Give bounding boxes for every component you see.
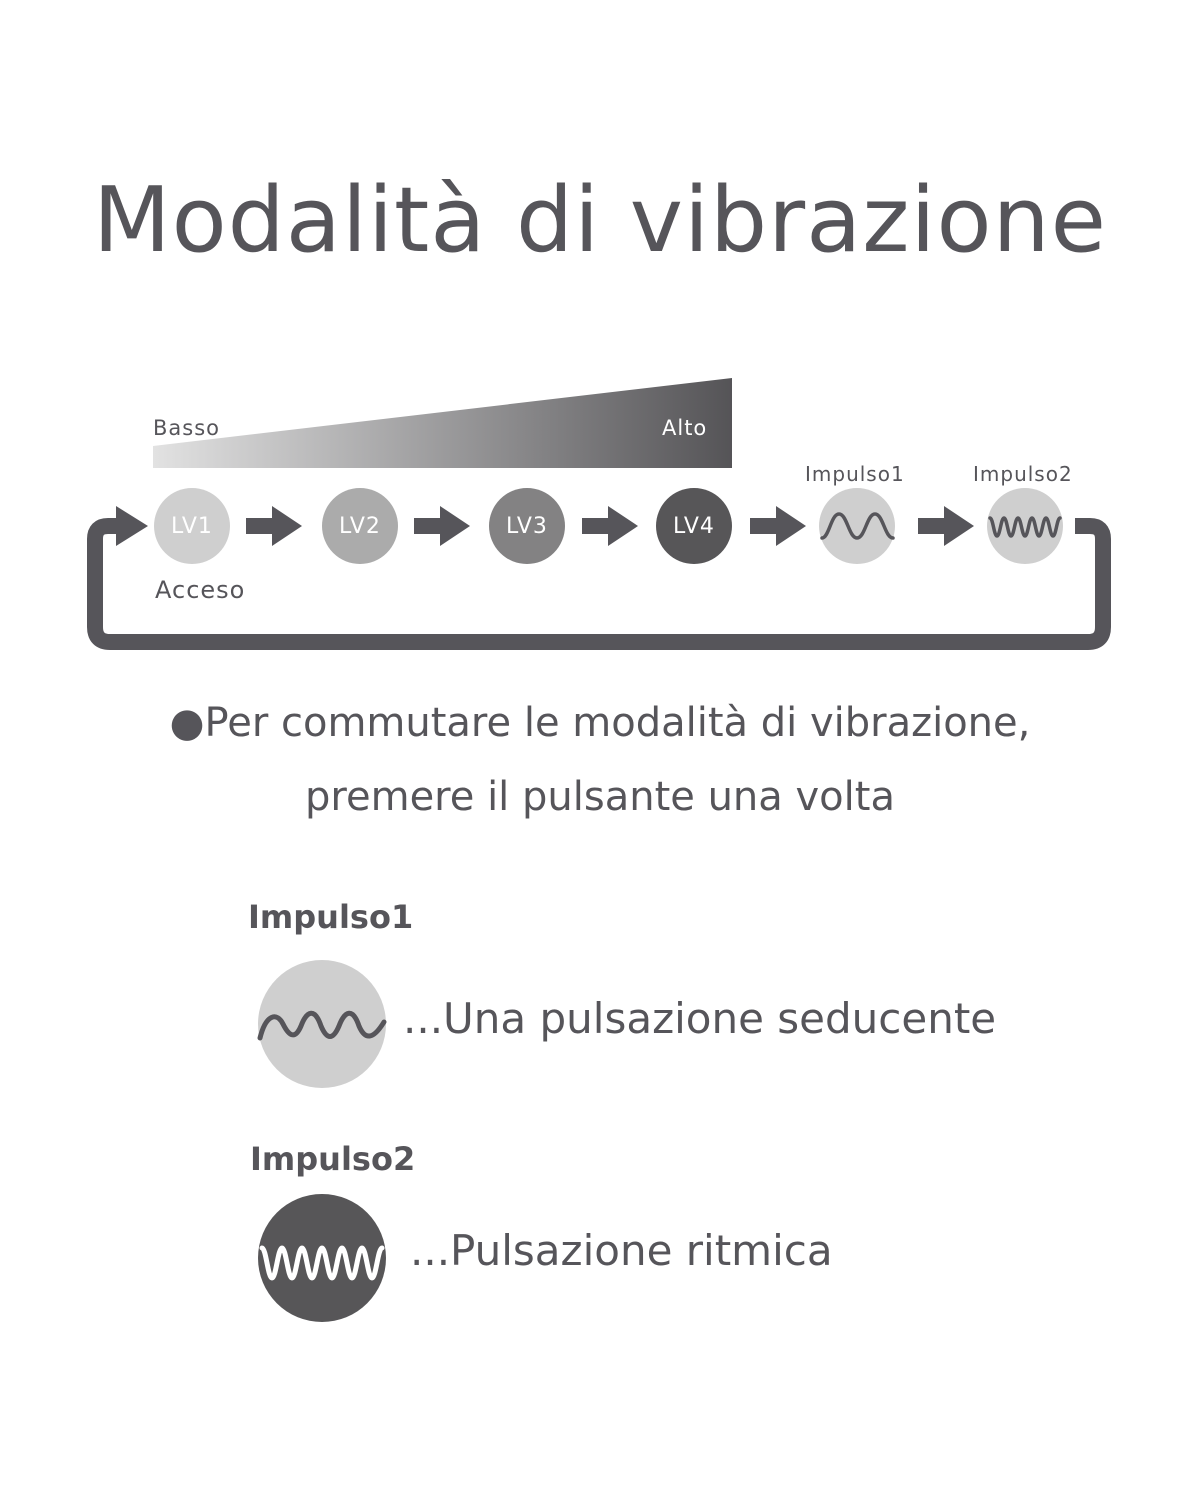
pulse-2-top-label: Impulso2 bbox=[973, 462, 1073, 486]
level-2-label: LV2 bbox=[339, 514, 381, 539]
intensity-gradient-wedge bbox=[153, 378, 732, 468]
low-intensity-label: Basso bbox=[153, 416, 221, 440]
level-3-label: LV3 bbox=[506, 514, 548, 539]
pulse-2-bubble[interactable] bbox=[987, 488, 1063, 564]
level-1-label: LV1 bbox=[171, 514, 213, 539]
power-on-label: Acceso bbox=[155, 576, 246, 604]
arrow-right-icon bbox=[918, 506, 974, 546]
cycle-loop-line bbox=[95, 526, 1103, 642]
impulso2-description: ...Pulsazione ritmica bbox=[410, 1226, 833, 1275]
impulso1-description: ...Una pulsazione seducente bbox=[403, 994, 997, 1043]
instruction-line-2: premere il pulsante una volta bbox=[305, 774, 895, 820]
level-4-label: LV4 bbox=[673, 514, 715, 539]
arrow-right-icon bbox=[414, 506, 470, 546]
impulso2-heading: Impulso2 bbox=[250, 1140, 416, 1178]
loop-arrowhead-icon bbox=[116, 506, 148, 546]
pulse-1-top-label: Impulso1 bbox=[805, 462, 905, 486]
arrow-right-icon bbox=[750, 506, 806, 546]
page-title: Modalità di vibrazione bbox=[92, 168, 1108, 273]
impulso1-heading: Impulso1 bbox=[248, 898, 414, 936]
instruction-line-1: ●Per commutare le modalità di vibrazione, bbox=[169, 700, 1031, 746]
arrow-right-icon bbox=[246, 506, 302, 546]
high-intensity-label: Alto bbox=[662, 416, 708, 440]
arrow-right-icon bbox=[582, 506, 638, 546]
